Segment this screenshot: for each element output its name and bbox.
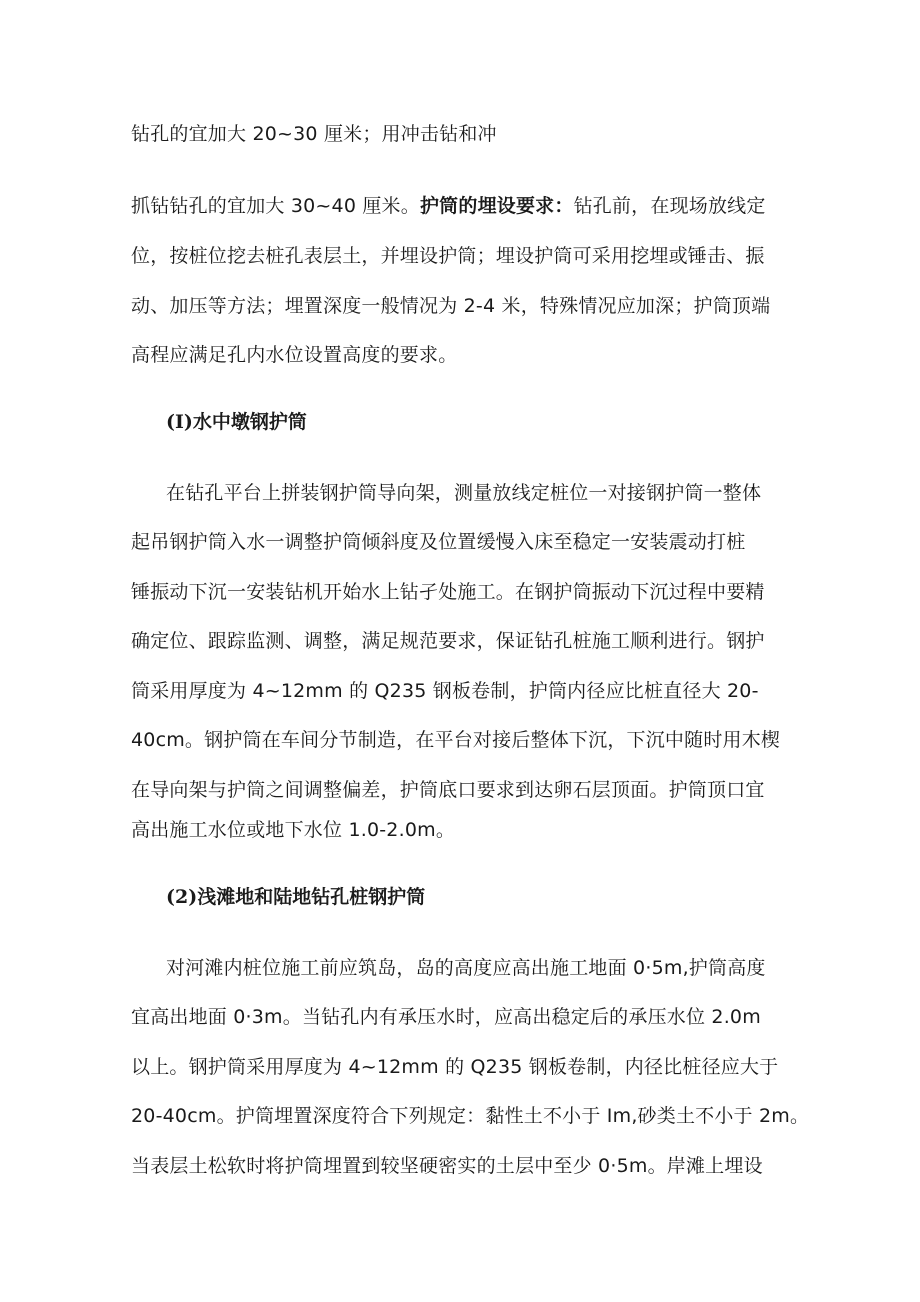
section-1-line: 筒采用厚度为 4~12mm 的 Q235 钢板卷制，护筒内径应比桩直径大 20-	[131, 680, 759, 702]
section-1-heading	[166, 410, 307, 434]
section-1-line: 高出施工水位或地下水位 1.0-2.0m。	[131, 819, 456, 841]
section-1-title: 水中墩钢护筒	[192, 411, 307, 433]
intro-line-3: 位，按桩位挖去桩孔表层土，并埋设护筒；埋设护筒可采用挖埋或锤击、振	[131, 245, 765, 267]
intro-line-1: 钻孔的宜加大 20~30 厘米；用冲击钻和冲	[131, 123, 497, 145]
section-2-heading	[166, 885, 425, 909]
section-1-line: 40cm。钢护筒在车间分节制造，在平台对接后整体下沉，下沉中随时用木楔	[131, 729, 781, 751]
intro-line-2	[131, 194, 766, 218]
section-1-number: (I)	[166, 411, 193, 433]
intro-line-2-text-a: 抓钻钻孔的宜加大 30~40 厘米。	[131, 195, 420, 217]
intro-emphasis: 护筒的埋设要求：	[419, 195, 574, 217]
intro-line-2-text-c: 钻孔前，在现场放线定	[573, 195, 766, 217]
section-1-line: 确定位、跟踪监测、调整，满足规范要求，保证钻孔桩施工顺利进行。钢护	[131, 630, 765, 652]
section-1-line: 在导向架与护筒之间调整偏差，护筒底口要求到达卵石层顶面。护筒顶口宜	[131, 779, 765, 801]
section-1-line: 起吊钢护筒入水一调整护筒倾斜度及位置缓慢入床至稳定一安装震动打桩	[131, 531, 746, 553]
section-2-line: 以上。钢护筒采用厚度为 4~12mm 的 Q235 钢板卷制，内径比桩径应大于	[131, 1056, 779, 1078]
section-2-line: 当表层土松软时将护筒埋置到较坚硬密实的土层中至少 0·5m。岸滩上埋设	[131, 1155, 763, 1177]
section-2-number: (2)	[166, 886, 198, 908]
section-2-title: 浅滩地和陆地钻孔桩钢护筒	[197, 886, 426, 908]
section-1-line: 在钻孔平台上拼装钢护筒导向架，测量放线定桩位一对接钢护筒一整体	[166, 482, 762, 504]
intro-line-5: 高程应满足孔内水位设置高度的要求。	[131, 344, 458, 366]
intro-line-4: 动、加压等方法；埋置深度一般情况为 2-4 米，特殊情况应加深；护筒顶端	[131, 295, 771, 317]
section-2-line: 对河滩内桩位施工前应筑岛，岛的高度应高出施工地面 0·5m,护筒高度	[166, 957, 766, 979]
section-2-line: 20-40cm。护筒埋置深度符合下列规定：黏性土不小于 Im,砂类土不小于 2m。	[131, 1105, 810, 1127]
section-1-line: 锤振动下沉一安装钻机开始水上钻孑处施工。在钢护筒振动下沉过程中要精	[131, 581, 765, 603]
section-2-line: 宜高出地面 0·3m。当钻孔内有承压水时，应高出稳定后的承压水位 2.0m	[131, 1006, 761, 1028]
